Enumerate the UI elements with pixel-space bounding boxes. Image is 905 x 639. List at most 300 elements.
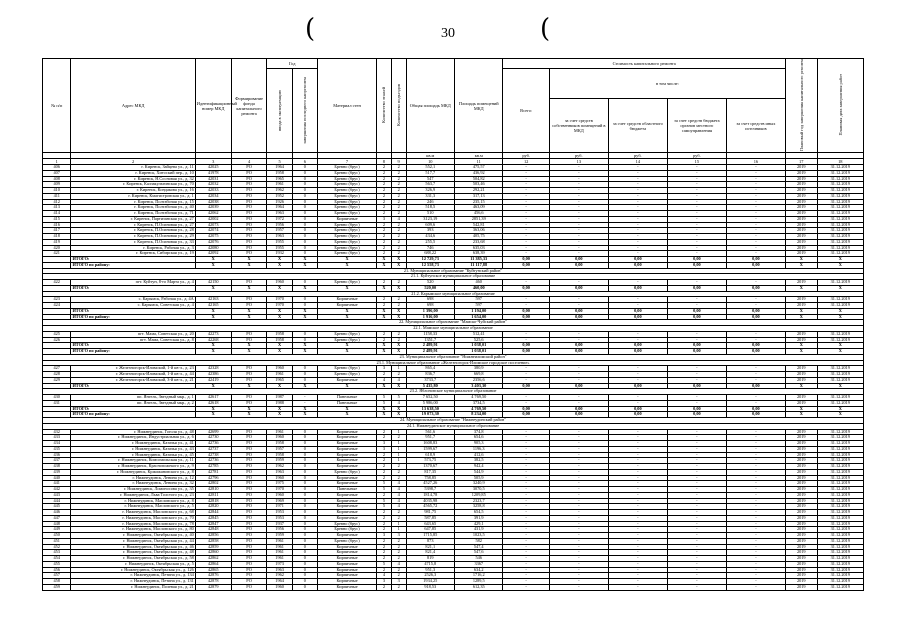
table-cell: г. Нижнеудинск, Ломоносова ул., д. 35	[71, 487, 195, 493]
table-cell: X	[231, 285, 267, 291]
table-cell: 1973	[267, 561, 292, 567]
table-cell: 1956	[267, 527, 292, 533]
table-cell: РО	[231, 331, 267, 337]
table-cell: X	[195, 383, 231, 389]
table-cell: -	[667, 487, 726, 493]
table-cell: 1959	[267, 533, 292, 539]
table-cell: 436,92	[455, 170, 503, 176]
table-cell: 2	[391, 188, 406, 194]
table-cell: 2019	[785, 533, 817, 539]
table-cell: -	[549, 400, 608, 406]
table-cell: 31.12.2019	[817, 216, 863, 222]
table-cell: -	[549, 538, 608, 544]
col-podezd: Количество подъездов	[391, 59, 406, 153]
table-cell: 2	[377, 193, 392, 199]
table-cell: 42876	[195, 573, 231, 579]
table-cell: 1	[391, 521, 406, 527]
table-cell: X	[391, 314, 406, 320]
table-cell: Кирпичные	[318, 481, 377, 487]
table-cell: 452	[43, 544, 71, 550]
table-cell: 0,00	[549, 383, 608, 389]
table-cell: -	[726, 464, 785, 470]
table-cell: X	[195, 308, 231, 314]
table-cell: 2019	[785, 481, 817, 487]
table-cell: пп. Янгель, Звездный мкр., д. 1	[71, 395, 195, 401]
table-cell: Бревно (брус)	[318, 337, 377, 343]
table-cell: 3240,9	[455, 481, 503, 487]
table-cell: 460	[455, 280, 503, 286]
table-cell: X	[195, 343, 231, 349]
table-cell: X	[292, 349, 317, 355]
table-cell: 42810	[195, 487, 231, 493]
table-cell: РО	[231, 435, 267, 441]
table-cell: 654,6	[455, 435, 503, 441]
table-cell: -	[549, 366, 608, 372]
table-cell: 2	[391, 510, 406, 516]
table-cell: -	[503, 441, 549, 447]
table-cell: ИТОГО по району:	[71, 349, 195, 355]
table-cell: 951,3	[406, 567, 454, 573]
table-cell: 0	[292, 464, 317, 470]
table-cell: 3734,5	[455, 400, 503, 406]
table-cell: Бревно (брус)	[318, 165, 377, 171]
table-cell: 31.12.2019	[817, 251, 863, 257]
table-cell: 42618	[195, 400, 231, 406]
table-cell: X	[391, 343, 406, 349]
table-cell: 2019	[785, 498, 817, 504]
table-cell: 449	[43, 527, 71, 533]
table-cell: ИТОГО по району:	[71, 262, 195, 268]
table-cell: 423	[43, 297, 71, 303]
table-cell: 2019	[785, 211, 817, 217]
table-cell: X	[817, 314, 863, 320]
table-cell: г. Нижнеудинск, Комсомольская ул., д. 11	[71, 458, 195, 464]
table-cell: Панельные	[318, 395, 377, 401]
table-cell: г. Киренск, Хитоский пер., д. 10	[71, 170, 195, 176]
table-cell: 0,00	[726, 257, 785, 263]
table-cell: 31.12.2019	[817, 584, 863, 590]
table-cell: 0	[292, 211, 317, 217]
table-cell: 31.12.2019	[817, 395, 863, 401]
table-cell: 2	[377, 331, 392, 337]
table-cell: -	[503, 372, 549, 378]
table-cell: 0,00	[503, 285, 549, 291]
table-cell: -	[726, 251, 785, 257]
table-cell: 31.12.2019	[817, 469, 863, 475]
table-cell: -	[726, 538, 785, 544]
table-cell: Панельные	[318, 487, 377, 493]
table-cell: -	[667, 481, 726, 487]
table-cell: X	[231, 412, 267, 418]
table-cell: Кирпичные	[318, 458, 377, 464]
table-cell: 873	[406, 538, 454, 544]
table-cell: Кирпичные	[318, 216, 377, 222]
table-cell: 2	[377, 567, 392, 573]
table-cell: -	[549, 331, 608, 337]
table-cell: -	[549, 297, 608, 303]
table-cell: 42785	[195, 464, 231, 470]
table-cell: 1960	[267, 584, 292, 590]
table-cell: 0,00	[726, 314, 785, 320]
table-cell: -	[667, 538, 726, 544]
table-cell: РО	[231, 533, 267, 539]
table-cell: 1961	[267, 550, 292, 556]
table-cell: 3258,8	[455, 504, 503, 510]
table-row	[43, 584, 864, 590]
table-cell: РО	[231, 216, 267, 222]
table-cell: X	[377, 308, 392, 314]
table-cell: -	[726, 452, 785, 458]
table-cell: 2	[377, 527, 392, 533]
table-cell: 0	[292, 331, 317, 337]
table-cell: 0	[292, 515, 317, 521]
table-cell: 0,00	[667, 383, 726, 389]
table-cell: -	[503, 395, 549, 401]
table-cell: -	[549, 527, 608, 533]
table-cell: 638,39	[455, 251, 503, 257]
table-cell: -	[503, 205, 549, 211]
unit-rub: руб.	[503, 153, 549, 159]
table-cell: -	[608, 446, 667, 452]
table-cell: 2356,6	[455, 377, 503, 383]
table-cell: 31.12.2019	[817, 515, 863, 521]
table-cell: 1964	[267, 165, 292, 171]
table-cell: 2019	[785, 464, 817, 470]
table-cell: 2	[377, 222, 392, 228]
table-cell: РО	[231, 487, 267, 493]
table-cell: -	[549, 280, 608, 286]
table-cell: 2	[377, 521, 392, 527]
table-cell: г. Нижнеудинск, Октябрьская ул., д. 44	[71, 538, 195, 544]
table-cell: -	[549, 193, 608, 199]
col-number: 11	[455, 159, 503, 165]
table-cell: 2	[391, 469, 406, 475]
table-cell: РО	[231, 498, 267, 504]
table-cell: X	[318, 406, 377, 412]
table-cell: -	[503, 337, 549, 343]
table-cell: 0,00	[608, 308, 667, 314]
table-cell: 0,00	[608, 262, 667, 268]
table-cell: 0,00	[549, 412, 608, 418]
table-cell: X	[377, 412, 392, 418]
table-cell: Кирпичные	[318, 303, 377, 309]
table-cell: 233,68	[455, 239, 503, 245]
table-cell: 2	[391, 251, 406, 257]
col-plan-god: Плановый год завершения капитального ремонта	[785, 59, 817, 153]
table-cell: 2019	[785, 556, 817, 562]
table-cell: -	[503, 492, 549, 498]
table-cell: -	[726, 550, 785, 556]
table-cell: г. Железногорск-Илимский, 1-й кв-л., д. 23	[71, 366, 195, 372]
table-cell: -	[608, 521, 667, 527]
table-cell: Бревно (брус)	[318, 280, 377, 286]
table-cell: Кирпичные	[318, 573, 377, 579]
table-cell: пгт. Мама, Советская ул., д. 8	[71, 337, 195, 343]
table-cell: 439	[43, 469, 71, 475]
col-inye: за счет средств иных источников	[726, 99, 785, 153]
table-cell: г. Нижнеудинск, Октябрьская ул., д. 58	[71, 556, 195, 562]
table-cell: -	[726, 372, 785, 378]
table-cell: 546	[455, 556, 503, 562]
table-cell: 31.12.2019	[817, 303, 863, 309]
table-cell: г. Киренск, Кондакова ул., д. 16	[71, 188, 195, 194]
table-cell: 0,00	[667, 285, 726, 291]
table-cell: 520	[406, 280, 454, 286]
table-cell: 246	[406, 199, 454, 205]
table-cell: 0,00	[608, 314, 667, 320]
table-cell: 0,00	[503, 308, 549, 314]
table-cell: -	[608, 579, 667, 585]
table-cell: -	[667, 205, 726, 211]
unit-rub: руб.	[667, 153, 726, 159]
table-cell: 0	[292, 429, 317, 435]
table-cell: 0	[292, 446, 317, 452]
table-cell: 11 385,33	[455, 257, 503, 263]
table-cell: 31.12.2019	[817, 544, 863, 550]
table-cell: г. Киренск, Кмагистровская ул., д. 1	[71, 193, 195, 199]
table-cell: 0	[292, 561, 317, 567]
table-cell: 0	[292, 280, 317, 286]
table-cell: 2019	[785, 400, 817, 406]
table-cell: 5	[377, 395, 392, 401]
table-cell: -	[549, 458, 608, 464]
table-cell: -	[549, 567, 608, 573]
table-cell: X	[391, 257, 406, 263]
table-cell: X	[231, 343, 267, 349]
table-cell: 0	[292, 538, 317, 544]
table-cell: -	[726, 337, 785, 343]
table-cell: 416	[43, 222, 71, 228]
table-cell: -	[549, 561, 608, 567]
table-cell: г. Нижнеудинск, Казачья ул., д. 43	[71, 446, 195, 452]
table-cell: 4	[391, 481, 406, 487]
table-cell: -	[549, 481, 608, 487]
table-cell: г. Нижнеудинск, Казачья ул., д. 45	[71, 452, 195, 458]
table-cell: 424	[43, 303, 71, 309]
table-cell: 2	[377, 469, 392, 475]
table-cell: г. Нижнеудинск, Октябрьская ул., д. 126	[71, 567, 195, 573]
table-cell: 582	[455, 538, 503, 544]
table-cell: -	[608, 458, 667, 464]
table-cell: 2019	[785, 245, 817, 251]
table-cell: X	[817, 412, 863, 418]
section-title: 24.1. Нижнеудинское муниципальное образование	[43, 423, 864, 429]
table-cell: -	[608, 533, 667, 539]
table-cell: 420	[43, 245, 71, 251]
table-cell: 2851,39	[455, 216, 503, 222]
table-cell: -	[667, 504, 726, 510]
table-cell: -	[608, 464, 667, 470]
unit-rub: руб.	[608, 153, 667, 159]
table-cell: 255,5	[406, 239, 454, 245]
table-cell: 2	[377, 199, 392, 205]
table-cell: 1961	[267, 556, 292, 562]
table-cell: 4 769,50	[455, 395, 503, 401]
table-cell: Бревно (брус)	[318, 234, 377, 240]
table-cell: -	[726, 561, 785, 567]
table-cell: 42419	[195, 377, 231, 383]
table-cell: РО	[231, 211, 267, 217]
table-cell: X	[817, 349, 863, 355]
table-cell: 4	[391, 487, 406, 493]
table-cell: Бревно (брус)	[318, 331, 377, 337]
table-cell: X	[318, 349, 377, 355]
col-number: 8	[377, 159, 392, 165]
col-number: 15	[667, 159, 726, 165]
table-cell: 422	[43, 280, 71, 286]
table-cell: 4 769,50	[455, 406, 503, 412]
table-cell: -	[608, 331, 667, 337]
table-cell: 1926	[267, 199, 292, 205]
table-cell: 0,00	[503, 262, 549, 268]
table-cell: 2019	[785, 377, 817, 383]
table-cell: РО	[231, 492, 267, 498]
table-cell: 0,00	[667, 314, 726, 320]
table-cell: Бревно (брус)	[318, 188, 377, 194]
table-cell: 42818	[195, 498, 231, 504]
table-cell: -	[667, 211, 726, 217]
table-cell: 1608,83	[406, 441, 454, 447]
table-cell: ИТОГО:	[71, 285, 195, 291]
page-number: 30	[441, 26, 455, 41]
table-cell: 0,00	[726, 383, 785, 389]
table-cell: -	[608, 234, 667, 240]
table-cell: 42073	[195, 222, 231, 228]
table-cell: г. Киренск, П.Осиновая ул., д. 33	[71, 239, 195, 245]
table-cell: 31.12.2019	[817, 239, 863, 245]
table-cell: 0	[292, 337, 317, 343]
table-cell: -	[608, 429, 667, 435]
table-cell: 520,00	[406, 285, 454, 291]
table-cell: 1972	[267, 216, 292, 222]
table-cell: 2	[391, 573, 406, 579]
table-cell: 2019	[785, 429, 817, 435]
unit-m2: кв.м	[455, 153, 503, 159]
table-cell: 0,00	[549, 343, 608, 349]
table-cell: РО	[231, 475, 267, 481]
table-cell: Кирпичные	[318, 504, 377, 510]
table-cell: 0	[292, 188, 317, 194]
table-cell: 2019	[785, 176, 817, 182]
table-cell: 415	[43, 216, 71, 222]
table-cell: 31.12.2019	[817, 228, 863, 234]
table-cell: 475,57	[455, 165, 503, 171]
table-cell: 456,6	[455, 211, 503, 217]
table-cell: X	[267, 257, 292, 263]
table-cell: 2	[377, 211, 392, 217]
table-cell: 2019	[785, 239, 817, 245]
table-cell: 2019	[785, 331, 817, 337]
table-cell: -	[292, 400, 317, 406]
table-cell: 547,4	[455, 544, 503, 550]
table-cell: 2019	[785, 475, 817, 481]
table-cell: -	[608, 498, 667, 504]
col-material: Материал стен	[318, 59, 377, 153]
table-cell: 444	[43, 498, 71, 504]
table-cell: г. Нижнеудинск, Кржижановского ул., д. 8	[71, 469, 195, 475]
table-cell: 31.12.2019	[817, 498, 863, 504]
table-cell: Кирпичные	[318, 446, 377, 452]
table-cell: 2019	[785, 504, 817, 510]
table-cell: 42862	[195, 556, 231, 562]
table-cell: 1934,25	[406, 579, 454, 585]
table-cell: 1960	[267, 475, 292, 481]
table-cell: -	[503, 251, 549, 257]
table-cell: 2	[391, 556, 406, 562]
table-cell: 1961	[267, 372, 292, 378]
table-cell: 3367	[455, 561, 503, 567]
table-cell: 2526,3	[406, 573, 454, 579]
table-cell: -	[608, 297, 667, 303]
table-cell: Кирпичные	[318, 579, 377, 585]
table-cell: -	[503, 469, 549, 475]
unit-m2: кв.м	[406, 153, 454, 159]
table-cell: 31.12.2019	[817, 366, 863, 372]
table-cell: 363,06	[455, 228, 503, 234]
table-cell: 518,5	[406, 205, 454, 211]
table-cell: -	[608, 544, 667, 550]
table-cell: 1955	[267, 239, 292, 245]
table-cell: 42163	[195, 297, 231, 303]
table-cell: 0,00	[503, 257, 549, 263]
table-cell: 547,6	[455, 550, 503, 556]
table-cell: 31.12.2019	[817, 193, 863, 199]
table-cell: X	[785, 285, 817, 291]
table-cell: -	[608, 435, 667, 441]
table-cell: 31.12.2019	[817, 331, 863, 337]
table-cell: 634,2	[455, 567, 503, 573]
table-cell: -	[608, 228, 667, 234]
table-cell: -	[503, 435, 549, 441]
table-cell: -	[608, 170, 667, 176]
table-cell: X	[391, 349, 406, 355]
table-cell: -	[549, 550, 608, 556]
table-cell: -	[667, 239, 726, 245]
table-cell: 2	[377, 239, 392, 245]
table-cell: X	[195, 257, 231, 263]
table-cell: РО	[231, 395, 267, 401]
table-cell: 0	[292, 245, 317, 251]
table-cell: РО	[231, 550, 267, 556]
table-cell: г. Киренск, Полтабочая ул., д. 71	[71, 211, 195, 217]
table-cell: 2	[391, 280, 406, 286]
table-cell: пгт. Куйтун, 8-го Марта ул., д. 4	[71, 280, 195, 286]
table-cell: -	[503, 561, 549, 567]
table-cell: 1	[391, 452, 406, 458]
table-cell: 918,53	[406, 584, 454, 590]
table-cell: 4	[391, 492, 406, 498]
table-cell: 2	[377, 538, 392, 544]
table-cell: 3	[377, 446, 392, 452]
table-cell: 1 654,00	[455, 314, 503, 320]
table-cell: 2019	[785, 366, 817, 372]
table-cell: 31.12.2019	[817, 176, 863, 182]
table-cell: 1960	[267, 435, 292, 441]
table-cell: -	[667, 458, 726, 464]
table-cell: РО	[231, 199, 267, 205]
section-title: 23.1. Муниципальное образование «Железногорск-Илимское городское поселение»	[43, 360, 864, 366]
table-cell: 647,85	[406, 527, 454, 533]
table-cell: 654,5	[455, 510, 503, 516]
table-cell: -	[726, 395, 785, 401]
table-cell: -	[503, 487, 549, 493]
table-cell: -	[667, 199, 726, 205]
table-cell: 455	[43, 561, 71, 567]
table-cell: 451	[43, 538, 71, 544]
table-cell: 31.12.2019	[817, 372, 863, 378]
table-cell: 510	[406, 211, 454, 217]
table-cell: Бревно (брус)	[318, 527, 377, 533]
